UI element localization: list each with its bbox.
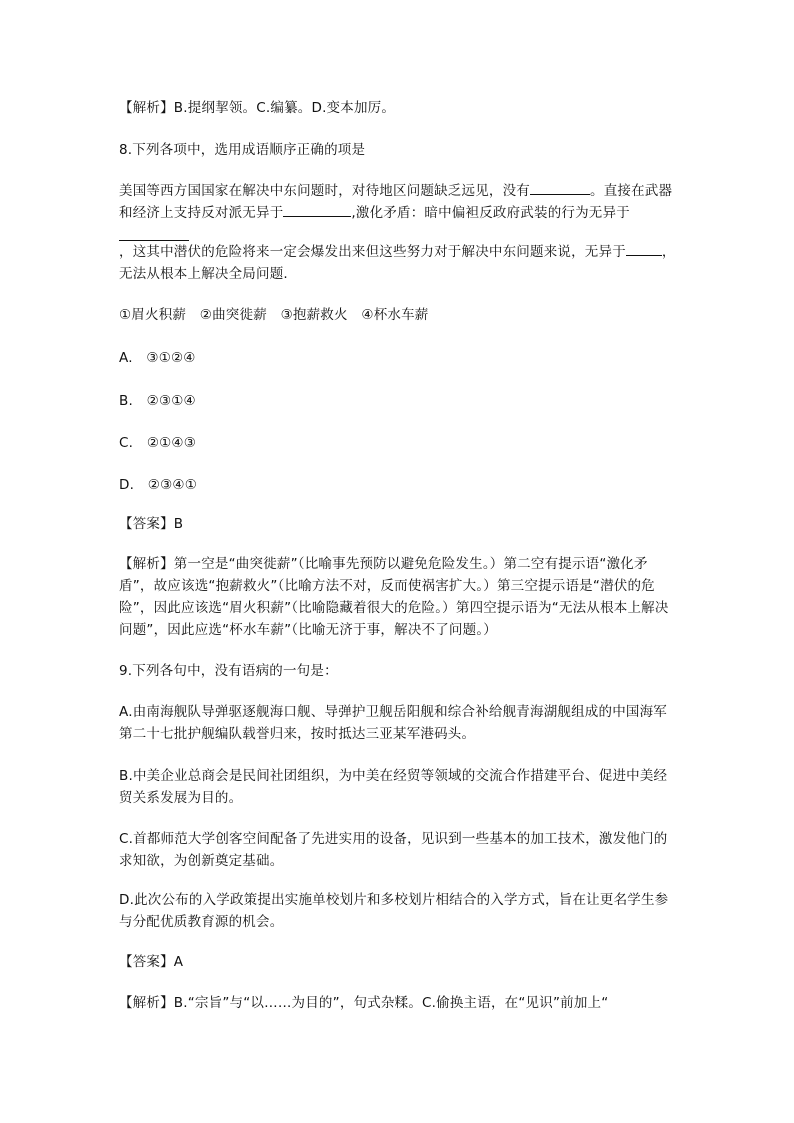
blank-4	[626, 241, 662, 256]
q8-stem: 8.下列各项中，选用成语顺序正确的项是	[119, 142, 366, 158]
q8-passage	[119, 180, 679, 285]
q8-passage-s1: 美国等西方国国家在解决中东问题时，对待地区问题缺乏远见，没有	[119, 183, 530, 199]
q8-passage-s2: 。直接在武器和经济上支持反对派无异于	[119, 183, 673, 221]
q8-passage-s4: ，这其中潜伏的危险将来一定会爆发出来但这些努力对于解决中东问题来说，无异于	[119, 244, 626, 260]
q8-option-d: D. ②③④①	[119, 477, 197, 493]
q8-option-a: A. ③①②④	[119, 350, 196, 366]
q9-answer: 【答案】A	[119, 954, 184, 970]
blank-1	[530, 180, 590, 195]
q9-option-b: B.中美企业总商会是民间社团组织，为中美在经贸等领域的交流合作措建平台、促进中美经贸关系发展为目的。	[119, 768, 668, 806]
q8-idioms: ①眉火积薪 ②曲突徙薪 ③抱薪救火 ④杯水车薪	[119, 307, 429, 323]
q9-option-c: C.首都师范大学创客空间配备了先进实用的设备，见识到一些基本的加工技术，激发他门的求知欲，为创新奠定基础。	[119, 831, 668, 869]
blank-3	[119, 226, 189, 241]
q8-passage-s3: ,激化矛盾：暗中偏袒反政府武装的行为无异于	[351, 205, 630, 221]
q8-passage-s5: ，无法从根本上解决全局问题.	[119, 244, 676, 282]
q8-answer: 【答案】B	[119, 516, 184, 532]
q8-option-c: C. ②①④③	[119, 435, 197, 451]
q9-option-a: A.由南海舰队导弹驱逐舰海口舰、导弹护卫舰岳阳舰和综合补给舰青海湖舰组成的中国海军第二十七批护舰编队载誉归来，按时抵达三亚某军港码头。	[119, 704, 667, 742]
q8-analysis: 【解析】第一空是“曲突徙薪”（比喻事先预防以避免危险发生。）第二空有提示语“激化矛盾”，故应该选“抱薪救火”（比喻方法不对，反而使祸害扩大。）第三空提示语是“潜伏的危险”，因此应该选“眉火积薪”（比喻隐藏着很大的危险。）第四空提示语为“无法从根本上解决问题”，因此应选“杯水车薪”（比喻无济于事，解决不了问题。）	[119, 556, 669, 638]
q7-analysis: 【解析】B.提纲挈领。C.编纂。D.变本加厉。	[119, 100, 396, 116]
q8-option-b: B. ②③①④	[119, 393, 196, 409]
q9-analysis: 【解析】B.“宗旨”与“以……为目的”，句式杂糅。C.偷换主语，在“见识”前加上“	[119, 995, 609, 1011]
q9-stem: 9.下列各句中，没有语病的一句是：	[119, 663, 338, 679]
q9-option-d: D.此次公布的入学政策提出实施单校划片和多校划片相结合的入学方式，旨在让更名学生参与分配优质教育源的机会。	[119, 892, 669, 930]
blank-2	[283, 202, 351, 217]
